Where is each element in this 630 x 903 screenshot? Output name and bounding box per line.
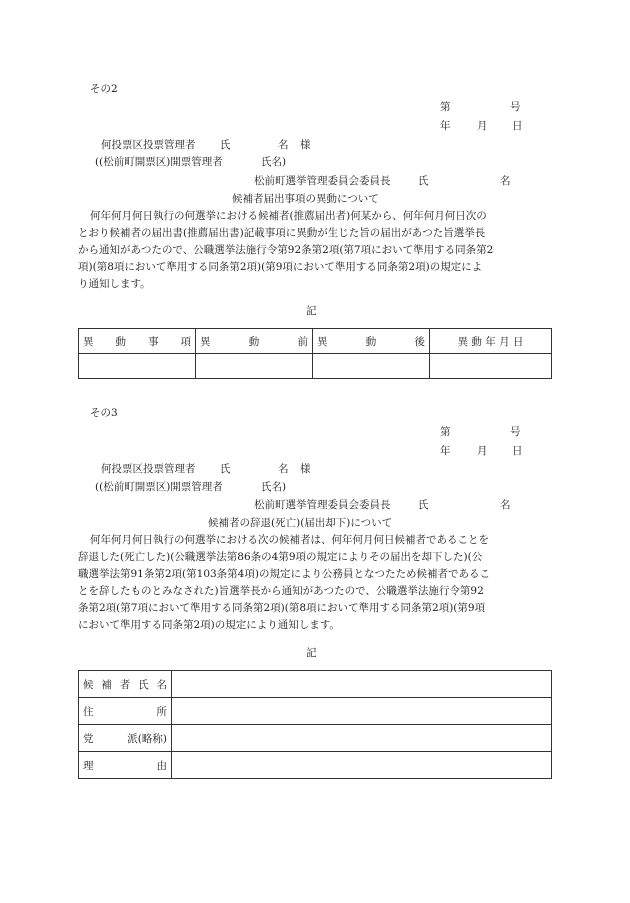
number-suffix: 号 — [510, 101, 521, 113]
sender-mei: 名 — [500, 175, 511, 187]
row-label-char: 住 — [83, 705, 94, 718]
addressee-title: 何投票区投票管理者 — [101, 139, 196, 151]
cell-empty[interactable] — [196, 354, 313, 379]
addressee-alt-name: 氏名) — [261, 481, 287, 493]
party-value[interactable] — [172, 725, 552, 752]
sender-mei: 名 — [500, 499, 511, 511]
section-3-heading: その3 — [90, 407, 118, 419]
row-label-char: 派(略称) — [127, 732, 167, 745]
candidate-name-value[interactable] — [172, 671, 552, 698]
addressee-sama: 様 — [300, 463, 311, 475]
table-row — [79, 725, 552, 752]
addressee-alt: ((松前町開票区)開票管理者 — [95, 156, 223, 168]
header-char: 前 — [297, 335, 308, 348]
table-row — [79, 671, 552, 698]
ki-label: 記 — [306, 305, 317, 317]
cell-empty[interactable] — [430, 354, 552, 379]
date-day: 日 — [512, 445, 523, 457]
body-line: において準用する同条第2項)の規定により通知します。 — [78, 619, 340, 631]
addressee-shi: 氏 — [220, 139, 231, 151]
header-change-date: 異 動 年 月 日 — [430, 329, 552, 354]
document-title: 候補者の辞退(死亡)(届出却下)について — [208, 517, 393, 529]
table-header-row — [79, 329, 552, 354]
header-char: 事 — [148, 335, 159, 348]
body-line: 条第2項(第7項において準用する同条第2項)(第8項において準用する同条第2項)(第9項 — [78, 602, 486, 614]
sender-title: 松前町選挙管理委員会委員長 — [254, 499, 391, 511]
table-row — [79, 752, 552, 779]
addressee-alt: ((松前町開票区)開票管理者 — [95, 481, 223, 493]
table-row — [79, 698, 552, 725]
addressee-title: 何投票区投票管理者 — [101, 463, 196, 475]
date-year: 年 — [440, 445, 451, 457]
row-label-char: 者 — [119, 678, 131, 691]
number-suffix: 号 — [510, 426, 521, 438]
sender-shi: 氏 — [418, 175, 429, 187]
header-char: 動 — [248, 335, 260, 348]
row-label-char: 名 — [156, 678, 167, 691]
body-line: 辞退した(死亡した)(公職選挙法第86条の4第9項の規定によりその届出を却下した)(公 — [78, 551, 483, 563]
row-label-char: 由 — [156, 759, 167, 772]
body-line: 何年何月何日執行の何選挙における候補者(推薦届出者)何某から、何年何月何日次の — [90, 210, 487, 222]
reason-value[interactable] — [172, 752, 552, 779]
sender-shi: 氏 — [418, 499, 429, 511]
header-char: 異 — [83, 335, 94, 348]
cell-empty[interactable] — [79, 354, 196, 379]
header-char: 異 — [200, 335, 211, 348]
body-line: 何年何月何日執行の何選挙における次の候補者は、何年何月何日候補者であることを — [90, 534, 489, 546]
date-month: 月 — [477, 445, 488, 457]
cell-empty[interactable] — [313, 354, 430, 379]
body-line: 職選挙法第91条第2項(第103条第4項)の規定により公務員となつたため候補者であるこ — [78, 568, 490, 580]
address-value[interactable] — [172, 698, 552, 725]
body-line: とおり候補者の届出書(推薦届出書)記載事項に異動が生じた旨の届出があつた旨選挙長 — [78, 227, 486, 239]
candidate-table — [78, 670, 552, 779]
body-line: り通知します。 — [78, 278, 151, 290]
row-label-char: 理 — [83, 759, 94, 772]
row-label-char: 所 — [156, 705, 167, 718]
header-char: 動 — [115, 335, 126, 348]
number-label: 第 — [440, 101, 451, 113]
number-label: 第 — [440, 426, 451, 438]
section-2-heading: その2 — [90, 83, 118, 95]
ki-label: 記 — [306, 647, 317, 659]
body-line: から通知があつたので、公職選挙法施行令第92条第2項(第7項において準用する同条第2 — [78, 244, 494, 256]
change-table — [78, 328, 552, 379]
document-title: 候補者届出事項の異動について — [232, 193, 379, 205]
addressee-sama: 様 — [300, 139, 311, 151]
addressee-shi: 氏 — [220, 463, 231, 475]
date-year: 年 — [440, 120, 451, 132]
row-label-char: 党 — [83, 732, 94, 745]
addressee-alt-name: 氏名) — [261, 156, 287, 168]
body-line: 項)(第8項において準用する同条第2項)(第9項において準用する同条第2項)の規定によ — [78, 261, 483, 273]
header-char: 項 — [180, 335, 191, 348]
addressee-mei: 名 — [278, 463, 289, 475]
table-row — [79, 354, 552, 379]
body-line: とを辞したものとみなされた)旨選挙長から通知があつたので、公職選挙法施行令第92 — [78, 585, 484, 597]
body-text — [78, 532, 554, 634]
addressee-mei: 名 — [278, 139, 289, 151]
header-char: 異 — [317, 335, 328, 348]
header-char: 後 — [414, 335, 425, 348]
row-label-char: 候 — [83, 678, 94, 691]
sender-title: 松前町選挙管理委員会委員長 — [254, 175, 391, 187]
body-text — [78, 208, 554, 293]
header-char: 動 — [365, 335, 377, 348]
row-label-char: 補 — [101, 678, 112, 691]
date-day: 日 — [512, 120, 523, 132]
date-month: 月 — [477, 120, 488, 132]
row-label-char: 氏 — [138, 678, 149, 691]
